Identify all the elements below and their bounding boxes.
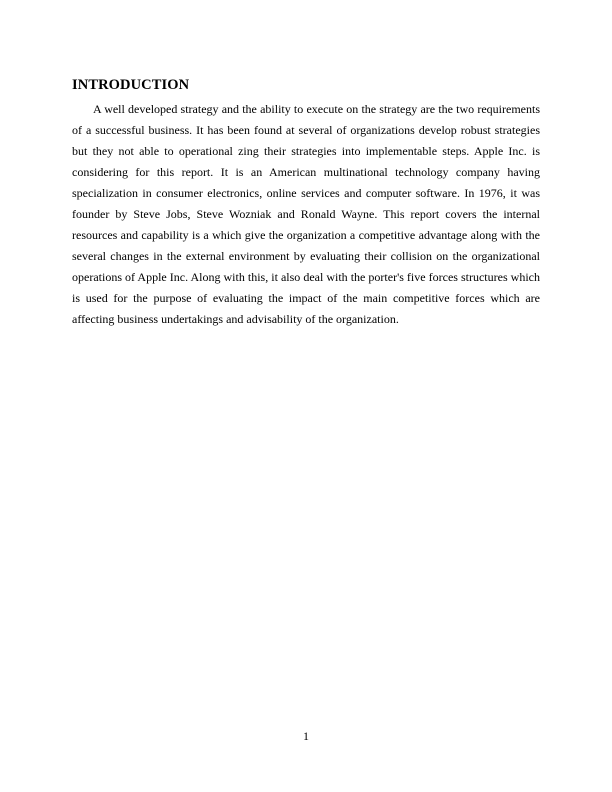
section-heading: INTRODUCTION bbox=[72, 77, 190, 93]
intro-paragraph: A well developed strategy and the ability to execute on the strategy are the two requirements of a successful business. It has been found at several of organizations develop robust strategies but they not able to operational zing their strategies into implementable steps. Apple Inc. is considering for this report. It is an American multinational technology company having specialization in consumer electronics, online services and computer software. In 1976, it was founder by Steve Jobs, Steve Wozniak and Ronald Wayne. This report covers the internal resources and capability is a which give the organization a competitive advantage along with the several changes in the external environment by evaluating their collision on the organizational operations of Apple Inc. Along with this, it also deal with the porter's five forces structures which is used for the purpose of evaluating the impact of the main competitive forces which are affecting business undertakings and advisability of the organization. bbox=[72, 102, 540, 326]
page-number: 1 bbox=[303, 729, 309, 743]
